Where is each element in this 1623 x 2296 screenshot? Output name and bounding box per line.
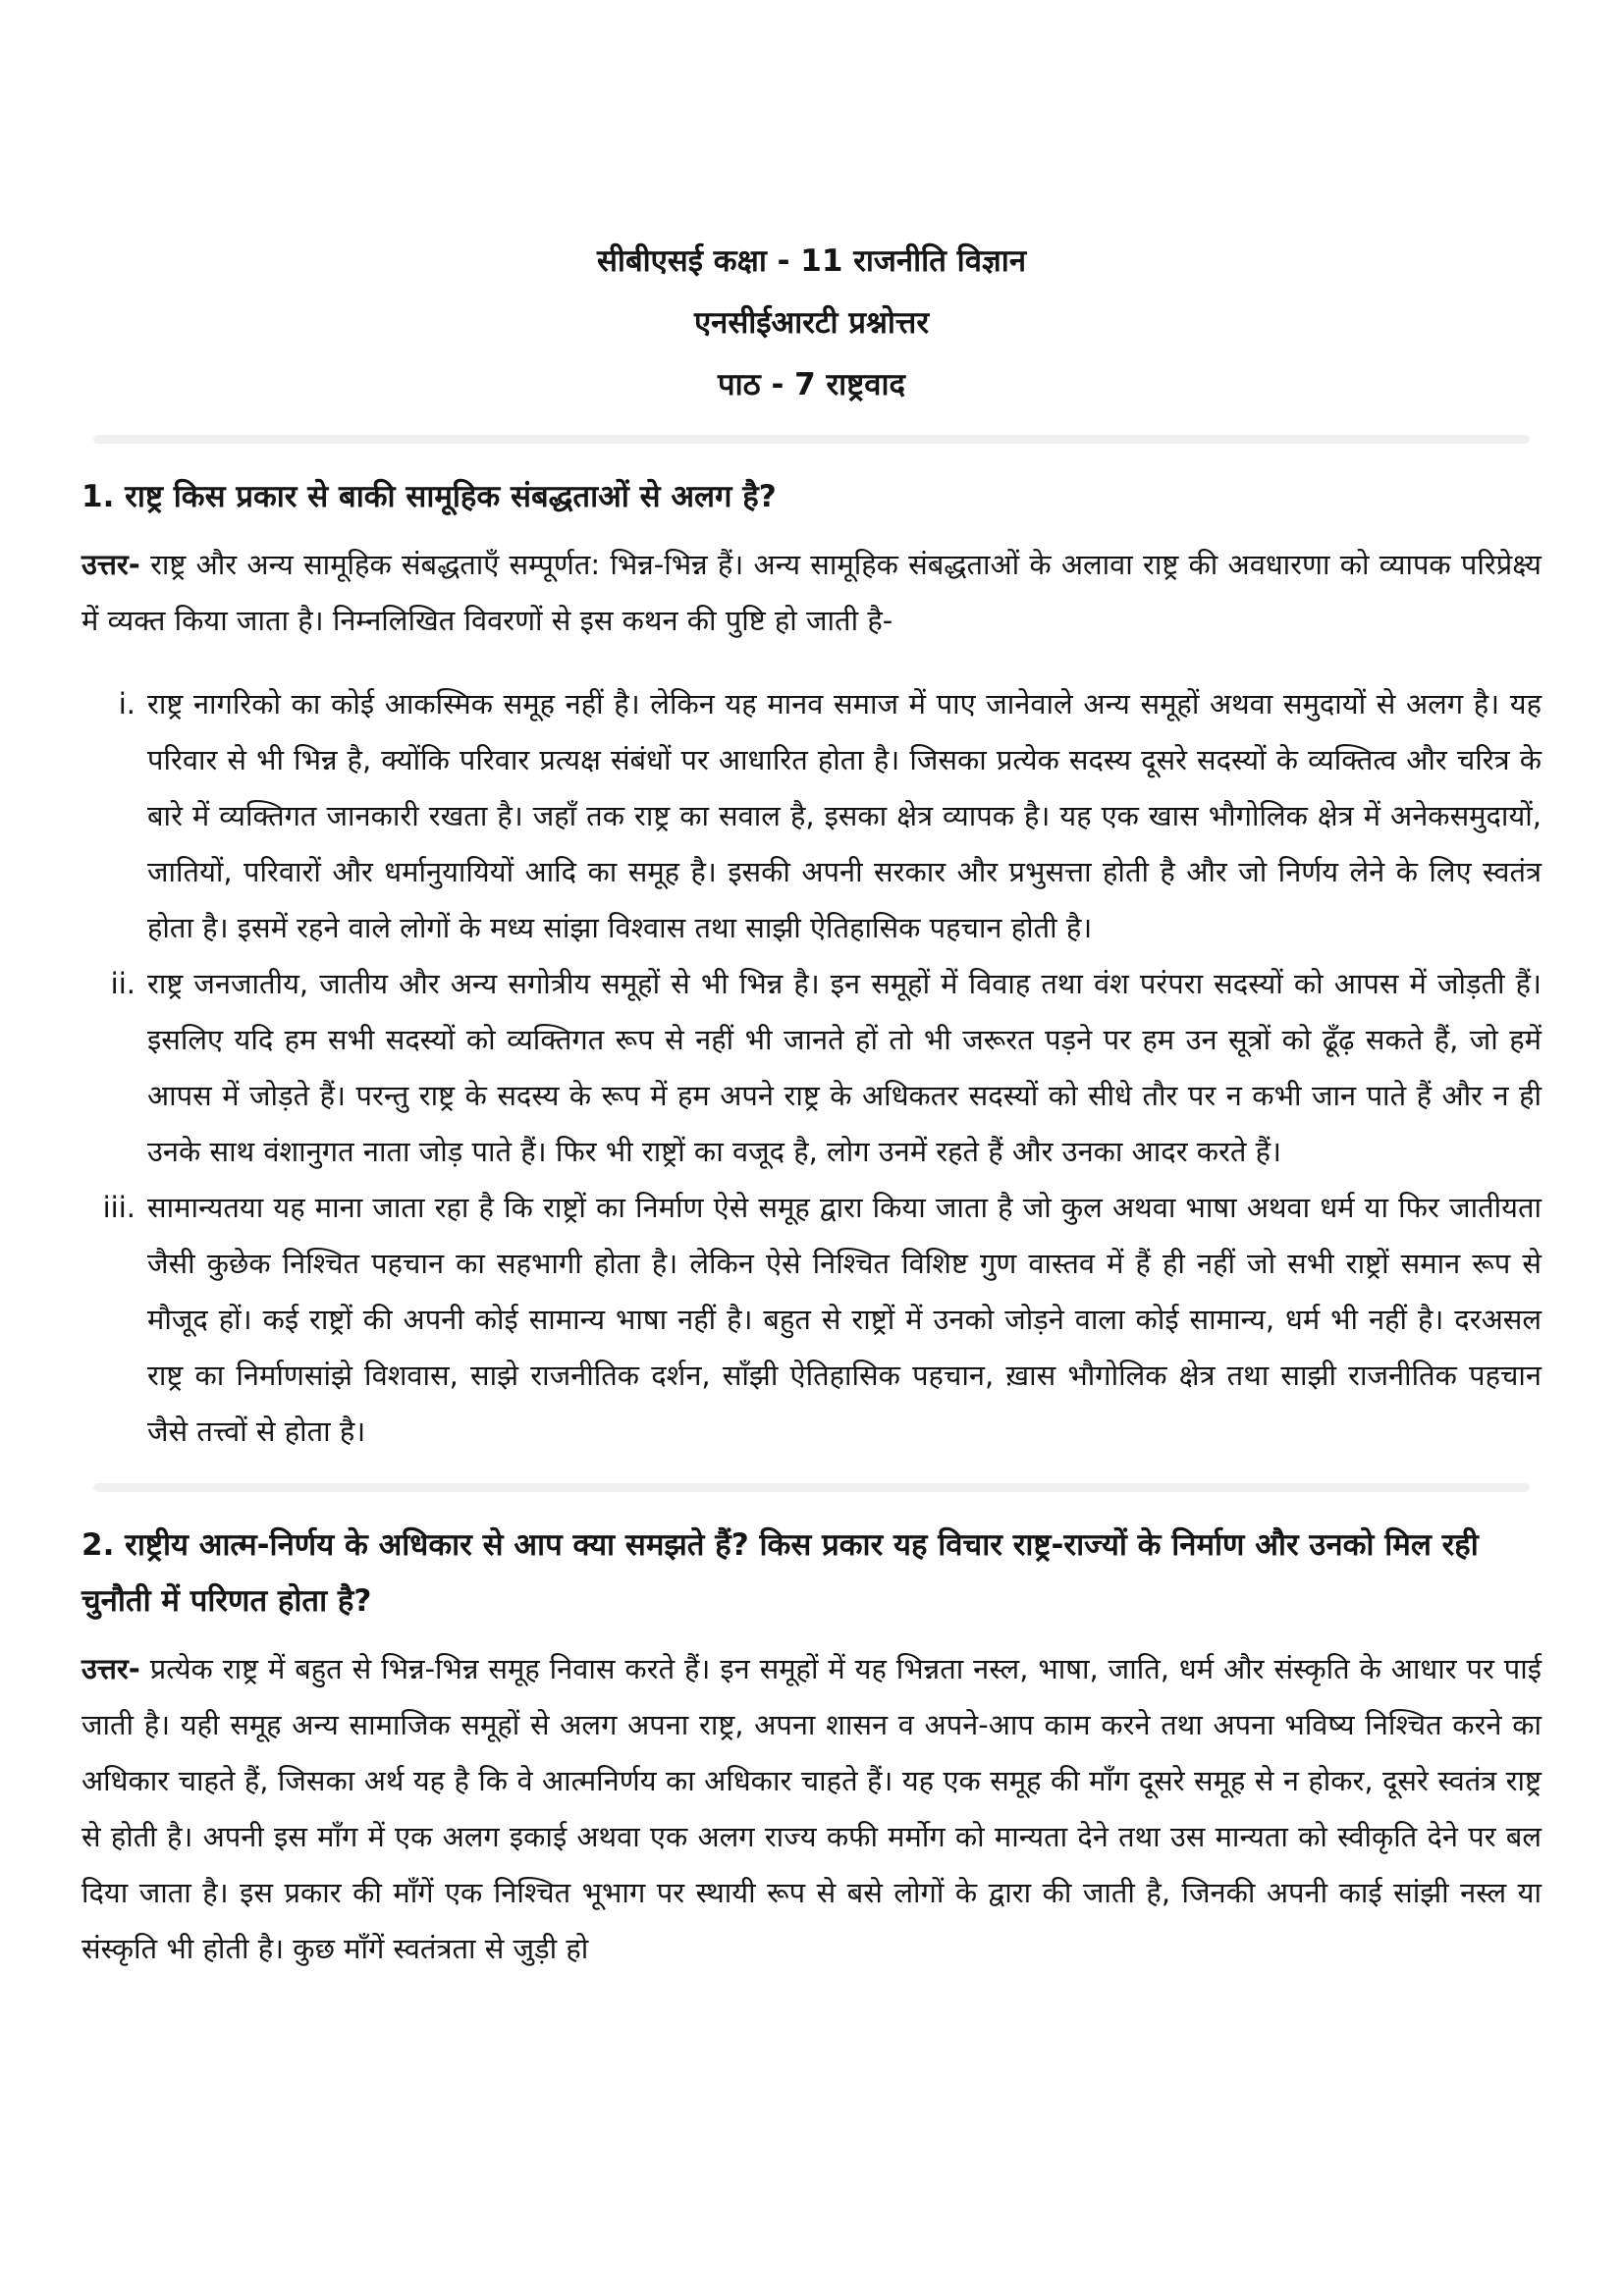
question-1-heading: 1. राष्ट्र किस प्रकार से बाकी सामूहिक संबद्धताओं से अलग है?: [81, 479, 777, 514]
answer-label: उत्तर-: [81, 1652, 140, 1685]
answer-intro-text: राष्ट्र और अन्य सामूहिक संबद्धताएँ सम्पूर्णत: भिन्न-भिन्न हैं। अन्य सामूहिक संबद्धताओं के अलावा राष्ट्र की अवधारणा को व्यापक परिप्रेक्ष्य में व्यक्त किया जाता है। निम्नलिखित विवरणों से इस कथन की पुष्टि हो जाती है-: [81, 548, 1542, 637]
question-1-list: [81, 676, 1542, 1460]
list-item-text: राष्ट्र जनजातीय, जातीय और अन्य सगोत्रीय समूहों से भी भिन्न है। इन समूहों में विवाह तथा वंश परंपरा सदस्यों को आपस में जोड़ती हैं। इसलिए यदि हम सभी सदस्यों को व्यक्तिगत रूप से नहीं भी जानते हों तो भी जरूरत पड़ने पर हम उन सूत्रों को ढूँढ़ सकते हैं, जो हमें आपस में जोड़ते हैं। परन्तु राष्ट्र के सदस्य के रूप में हम अपने राष्ट्र के अधिकतर सदस्यों को सीधे तौर पर न कभी जान पाते हैं और न ही उनके साथ वंशानुगत नाता जोड़ पाते हैं। फिर भी राष्ट्रों का वजूद है, लोग उनमें रहते हैं और उनका आदर करते हैं।: [147, 967, 1542, 1168]
list-item-text: सामान्यतया यह माना जाता रहा है कि राष्ट्रों का निर्माण ऐसे समूह द्वारा किया जाता है जो कुल अथवा भाषा अथवा धर्म या फिर जातीयता जैसी कुछेक निश्चित पहचान का सहभागी होता है। लेकिन ऐसे निश्चित विशिष्ट गुण वास्तव में हैं ही नहीं जो सभी राष्ट्रों समान रूप से मौजूद हों। कई राष्ट्रों की अपनी कोई सामान्य भाषा नहीं है। बहुत से राष्ट्रों में उनको जोड़ने वाला कोई सामान्य, धर्म भी नहीं है। दरअसल राष्ट्र का निर्माणसांझे विशवास, साझे राजनीतिक दर्शन, साँझी ऐतिहासिक पहचान, ख़ास भौगोलिक क्षेत्र तथा साझी राजनीतिक पहचान जैसे तत्त्वों से होता है।: [147, 1191, 1542, 1448]
document-title: [81, 0, 1542, 416]
list-item: [81, 956, 1542, 1180]
section-divider: [93, 435, 1530, 444]
question-2-answer: [81, 1641, 1542, 1977]
question-2-heading: 2. राष्ट्रीय आत्म-निर्णय के अधिकार से आप क्या समझते हैं? किस प्रकार यह विचार राष्ट्र-राज्यों के निर्माण और उनको मिल रही चुनौती में परिणत होता है?: [81, 1527, 1479, 1619]
title-line-3: पाठ - 7 राष्ट्रवाद: [718, 367, 905, 402]
question-1-answer-intro: [81, 537, 1542, 649]
list-item: [81, 676, 1542, 956]
title-line-1: सीबीएसई कक्षा - 11 राजनीति विज्ञान: [596, 243, 1027, 279]
list-item: [81, 1180, 1542, 1460]
title-line-2: एनसीईआरटी प्रश्नोत्तर: [693, 305, 930, 341]
list-item-marker: iii.: [102, 1191, 135, 1224]
answer-text: प्रत्येक राष्ट्र में बहुत से भिन्न-भिन्न समूह निवास करते हैं। इन समूहों में यह भिन्नता नस्ल, भाषा, जाति, धर्म और संस्कृति के आधार पर पाई जाती है। यही समूह अन्य सामाजिक समूहों से अलग अपना राष्ट्र, अपना शासन व अपने-आप काम करने तथा अपना भविष्य निश्चित करने का अधिकार चाहते हैं, जिसका अर्थ यह है कि वे आत्मनिर्णय का अधिकार चाहते हैं। यह एक समूह की माँग दूसरे समूह से न होकर, दूसरे स्वतंत्र राष्ट्र से होती है। अपनी इस माँग में एक अलग इकाई अथवा एक अलग राज्य कफी मर्मोग को मान्यता देने तथा उस मान्यता को स्वीकृति देने पर बल दिया जाता है। इस प्रकार की माँगें एक निश्चित भूभाग पर स्थायी रूप से बसे लोगों के द्वारा की जाती है, जिनकी अपनी काई सांझी नस्ल या संस्कृति भी होती है। कुछ माँगें स्वतंत्रता से जुड़ी हो: [81, 1652, 1542, 1965]
list-item-text: राष्ट्र नागरिको का कोई आकस्मिक समूह नहीं है। लेकिन यह मानव समाज में पाए जानेवाले अन्य समूहों अथवा समुदायों से अलग है। यह परिवार से भी भिन्न है, क्योंकि परिवार प्रत्यक्ष संबंधों पर आधारित होता है। जिसका प्रत्येक सदस्य दूसरे सदस्यों के व्यक्तित्व और चरित्र के बारे में व्यक्तिगत जानकारी रखता है। जहाँ तक राष्ट्र का सवाल है, इसका क्षेत्र व्यापक है। यह एक खास भौगोलिक क्षेत्र में अनेकसमुदायों, जातियों, परिवारों और धर्मानुयायियों आदि का समूह है। इसकी अपनी सरकार और प्रभुसत्ता होती है और जो निर्णय लेने के लिए स्वतंत्र होता है। इसमें रहने वाले लोगों के मध्य सांझा विश्वास तथा साझी ऐतिहासिक पहचान होती है।: [147, 687, 1542, 944]
answer-label: उत्तर-: [81, 548, 140, 581]
list-item-marker: ii.: [110, 967, 135, 1000]
section-divider: [93, 1483, 1530, 1492]
list-item-marker: i.: [118, 687, 135, 721]
